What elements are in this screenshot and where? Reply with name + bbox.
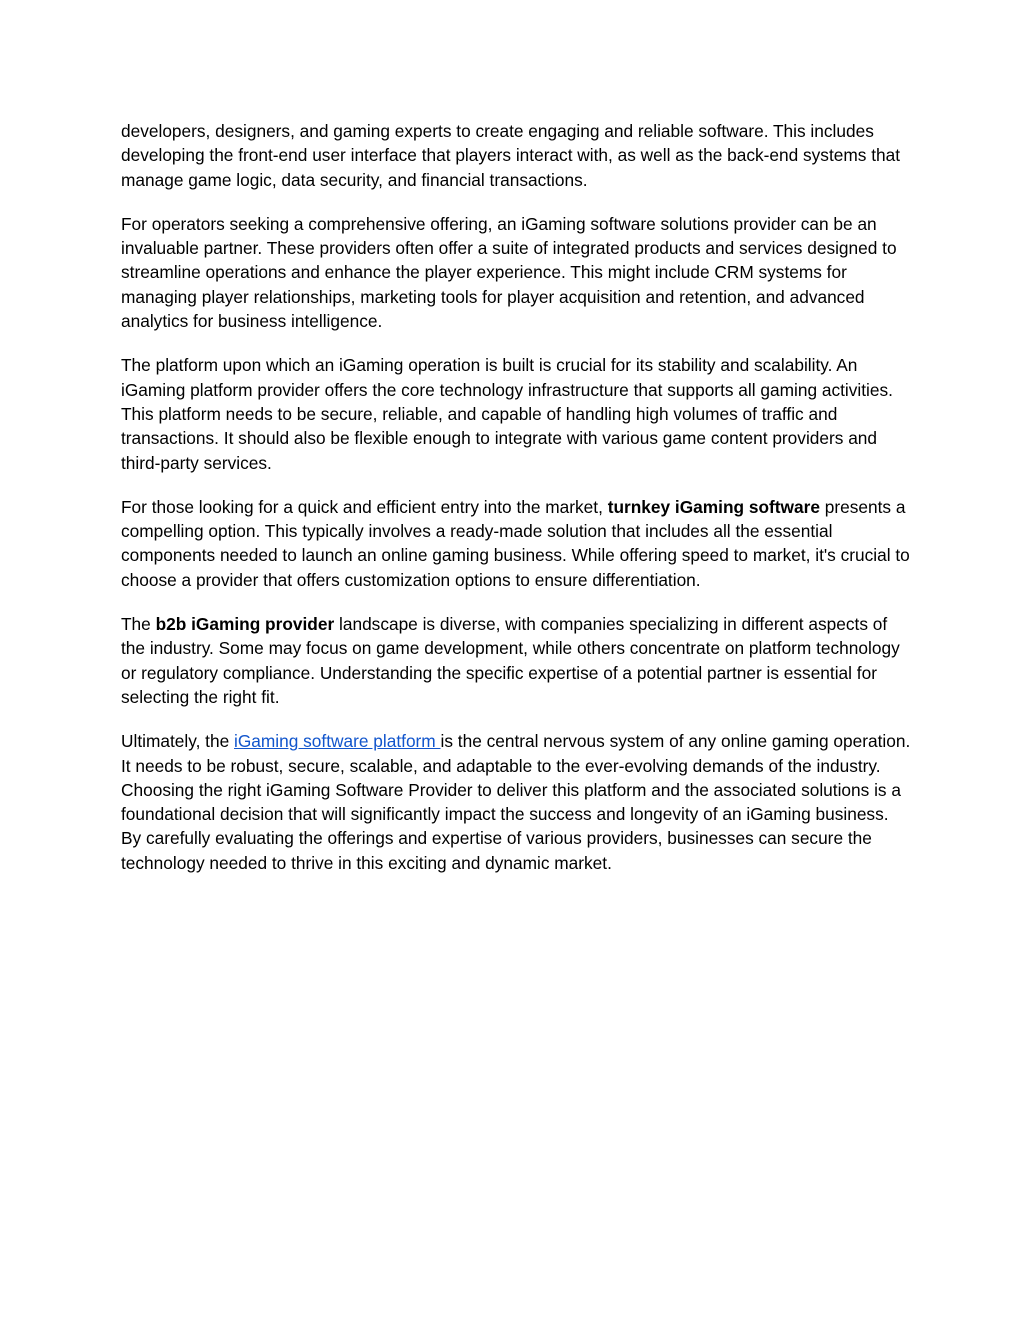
- paragraph-1-text: developers, designers, and gaming experts to create engaging and reliable software. This includes developing the front-end user interface that players interact with, as well as the back-end systems that manage game logic, data security, and financial transactions.: [121, 121, 901, 190]
- paragraph-6-text-before: Ultimately, the: [121, 731, 235, 752]
- igaming-platform-link[interactable]: iGaming software platform: [234, 731, 441, 752]
- paragraph-6: [121, 729, 911, 875]
- paragraph-5-text-before: The: [121, 614, 156, 635]
- bold-term-b2b: b2b iGaming provider: [155, 614, 335, 635]
- bold-term-turnkey: turnkey iGaming software: [607, 496, 820, 517]
- paragraph-4: [121, 495, 911, 592]
- paragraph-6-text-after: is the central nervous system of any online gaming operation. It needs to be robust, secure, scalable, and adaptable to the ever-evolving demands of the industry. Choosing the right iGaming Software Provider to deliver this platform and the associated solutions is a foundational decision that will significantly impact the success and longevity of an iGaming business. By carefully evaluating the offerings and expertise of various providers, businesses can secure the technology needed to thrive in this exciting and dynamic market.: [121, 731, 911, 873]
- paragraph-2-text: For operators seeking a comprehensive offering, an iGaming software solutions provider can be an invaluable partner. These providers often offer a suite of integrated products and services designed to streamline operations and enhance the player experience. This might include CRM systems for managing player relationships, marketing tools for player acquisition and retention, and advanced analytics for business intelligence.: [121, 213, 897, 332]
- paragraph-1: [121, 119, 911, 192]
- paragraph-5-text-after: landscape is diverse, with companies specializing in different aspects of the industry. Some may focus on game development, while others concentrate on platform technology or regulatory compliance. Understanding the specific expertise of a potential partner is essential for selecting the right fit.: [121, 614, 900, 707]
- paragraph-4-text-before: For those looking for a quick and efficient entry into the market,: [121, 496, 608, 517]
- document-body: [121, 119, 911, 895]
- paragraph-4-text-after: presents a compelling option. This typically involves a ready-made solution that includes all the essential components needed to launch an online gaming business. While offering speed to market, it's crucial to choose a provider that offers customization options to ensure differentiation.: [121, 496, 910, 590]
- paragraph-5: [121, 612, 911, 709]
- paragraph-2: [121, 212, 911, 333]
- paragraph-3: [121, 353, 911, 474]
- paragraph-3-text: The platform upon which an iGaming operation is built is crucial for its stability and scalability. An iGaming platform provider offers the core technology infrastructure that supports all gaming activities. This platform needs to be secure, reliable, and capable of handling high volumes of traffic and transactions. It should also be flexible enough to integrate with various game content providers and third-party services.: [121, 355, 893, 473]
